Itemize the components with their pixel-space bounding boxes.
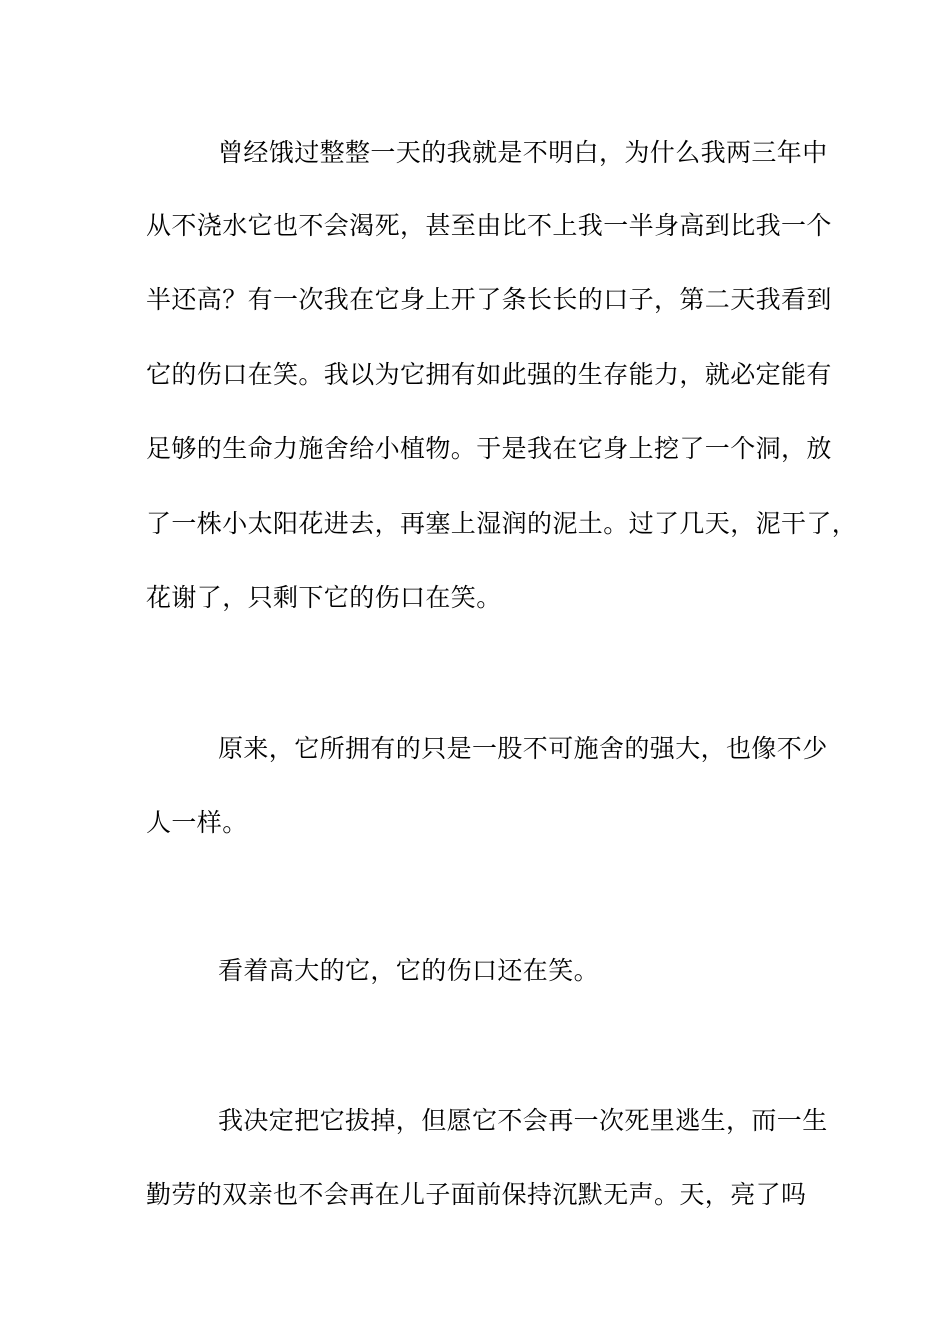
paragraph-line: 花谢了，只剩下它的伤口在笑。 [146,583,502,612]
paragraph-line: 半还高？有一次我在它身上开了条长长的口子，第二天我看到 [146,285,832,314]
paragraph-line: 足够的生命力施舍给小植物。于是我在它身上挖了一个洞，放 [146,434,832,463]
paragraph-line: 看着高大的它，它的伤口还在笑。 [218,956,600,985]
paragraph-line: 原来，它所拥有的只是一股不可施舍的强大，也像不少 [218,734,828,763]
paragraph-line: 我决定把它拔掉，但愿它不会再一次死里逃生，而一生 [218,1106,828,1135]
paragraph-line: 勤劳的双亲也不会再在儿子面前保持沉默无声。天，亮了吗 [146,1180,807,1209]
paragraph-line: 从不浇水它也不会渴死，甚至由比不上我一半身高到比我一个 [146,211,832,240]
paragraph-line: 人一样。 [146,808,248,837]
paragraph-line: 它的伤口在笑。我以为它拥有如此强的生存能力，就必定能有 [146,360,832,389]
paragraph-line: 曾经饿过整整一天的我就是不明白，为什么我两三年中 [218,138,828,167]
paragraph-line: 了一株小太阳花进去，再塞上湿润的泥土。过了几天，泥干了， [146,509,858,538]
